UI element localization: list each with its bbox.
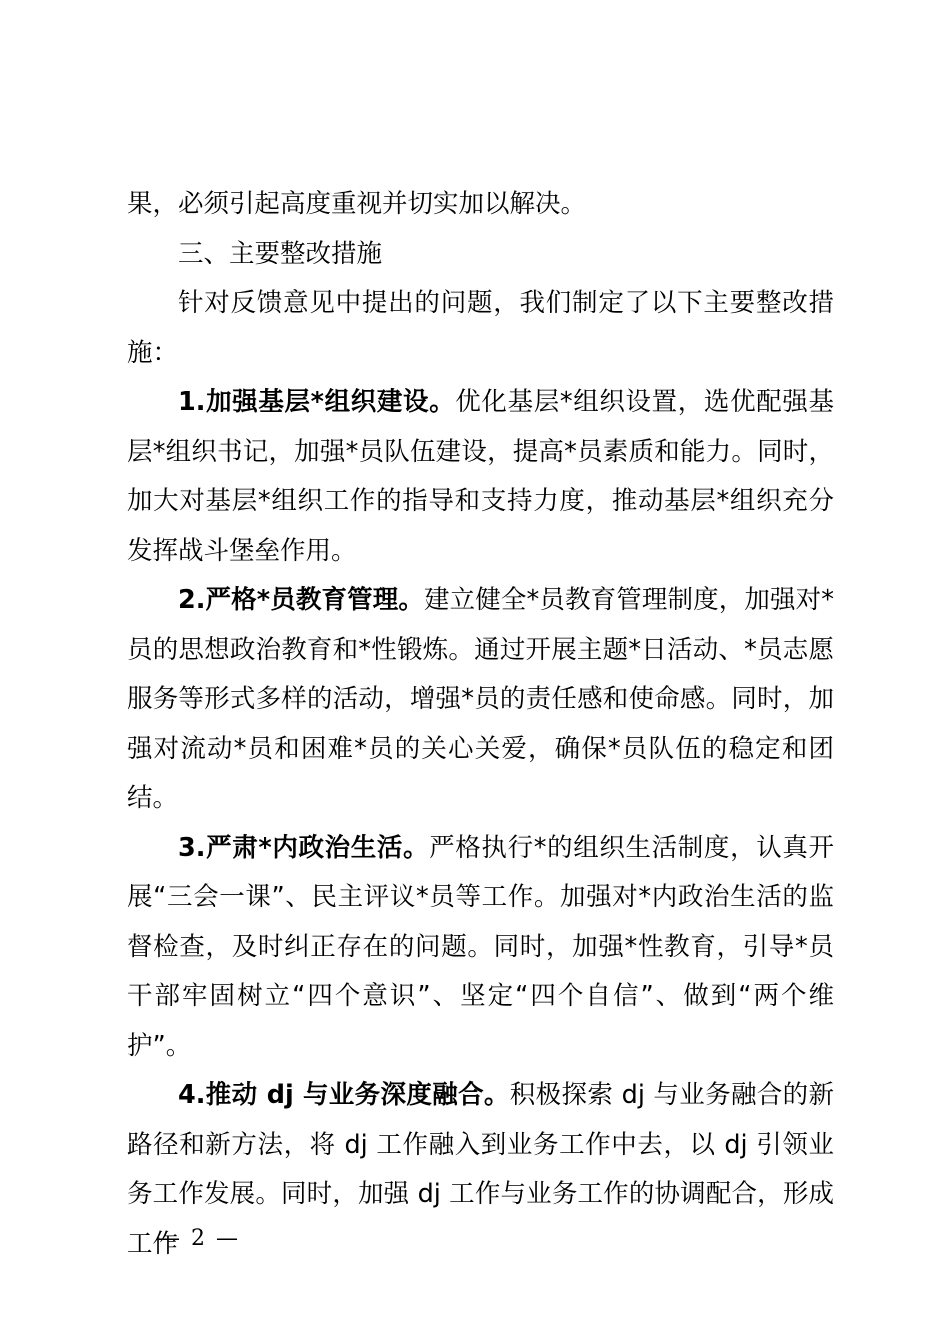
measure-2-body: 建立健全*员教育管理制度，加强对*员的思想政治教育和*性锻炼。通过开展主题*日活动、*员志愿服务等形式多样的活动，增强*员的责任感和使命感。同时，加强对流动*员和困难*员的关心关爱，确保*员队伍的稳定和团结。 [127,585,834,813]
paragraph-continuation: 果，必须引起高度重视并切实加以解决。 [127,189,587,219]
page-number: — 2 — [158,1226,240,1251]
measure-3-title: 3.严肃*内政治生活。 [178,832,430,863]
measure-1 [127,378,834,576]
measure-1-body: 优化基层*组织设置，选优配强基层*组织书记，加强*员队伍建设，提高*员素质和能力。同时，加大对基层*组织工作的指导和支持力度，推动基层*组织充分发挥战斗堡垒作用。 [127,387,834,566]
measure-3-body: 严格执行*的组织生活制度，认真开展“三会一课”、民主评议*员等工作。加强对*内政治生活的监督检查，及时纠正存在的问题。同时，加强*性教育，引导*员干部牢固树立“四个意识”、坚定“四个自信”、做到“两个维护”。 [127,832,834,1061]
measure-3 [127,824,834,1072]
section-heading: 三、主要整改措施 [178,238,383,269]
measure-4-body: 积极探索 dj 与业务融合的新路径和新方法，将 dj 工作融入到业务工作中去，以 dj 引领业务工作发展。同时，加强 dj 工作与业务工作的协调配合，形成工作 [127,1080,835,1259]
measure-2-title: 2.严格*员教育管理。 [178,585,425,615]
document-body [127,180,834,1269]
section-intro: 针对反馈意见中提出的问题，我们制定了以下主要整改措施： [127,288,834,368]
measure-1-title: 1.加强基层*组织建设。 [178,387,456,417]
measure-4-title: 4.推动 dj 与业务深度融合。 [178,1080,510,1110]
measure-2 [127,576,834,824]
